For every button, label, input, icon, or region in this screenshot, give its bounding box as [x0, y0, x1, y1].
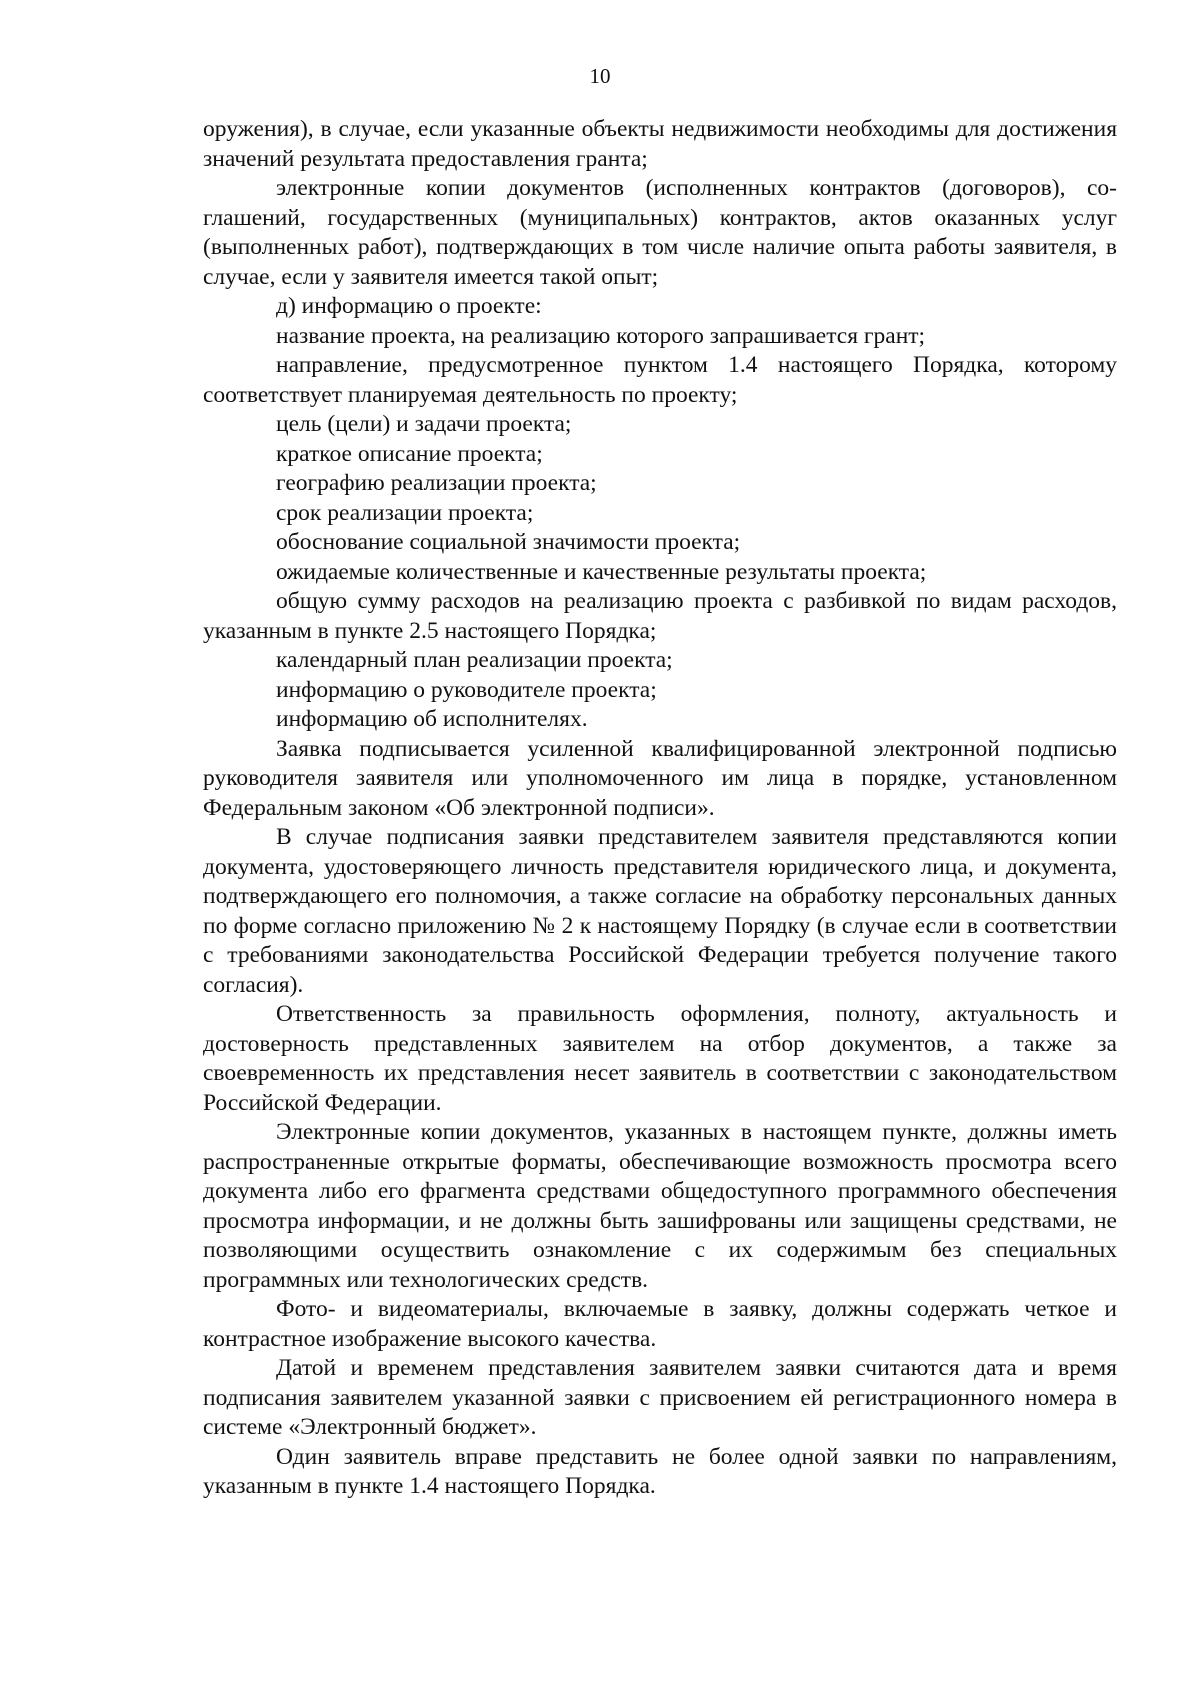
paragraph: направление, предусмотренное пунктом 1.4 настоящего Порядка, которому соответствует планируемая деятельность по проекту; [203, 352, 1117, 408]
paragraph: В случае подписания заявки представителем заявителя представляются копии документа, удостоверяющего личность представителя юридического лица, и документа, подтверждающего его полномочия, а также согласие на обработку персональных данных по форме согласно приложению № 2 к настоящему Порядку (в случае если в соответствии с требованиями законодательства Российской Федерации требуется получение такого согласия). [203, 824, 1117, 998]
paragraph: ожидаемые количественные и качественные результаты проекта; [276, 558, 927, 585]
paragraph: географию реализации проекта; [276, 470, 597, 496]
paragraph: срок реализации проекта; [276, 499, 534, 526]
paragraph: цель (цели) и задачи проекта; [276, 411, 572, 437]
paragraph: Электронные копии документов, указанных в настоящем пункте, должны иметь распространенные открытые форматы, обеспечивающие возможность просмотра всего документа либо его фрагмента средствами общедоступного программного обеспечения просмотра информации, и не должны быть зашифрованы или защищены средствами, не позволяющими осуществить ознакомление с их содержимым без специальных программных или технологических средств. [203, 1119, 1117, 1293]
paragraph: электронные копии документов (исполненных контрактов (договоров), соглашений, государственных (муниципальных) контрактов, актов оказанных услуг (выполненных работ), подтверждающих в том числе наличие опыта работы заявителя, в случае, если у заявителя имеется такой опыт; [203, 175, 1117, 290]
paragraph: календарный план реализации проекта; [276, 647, 673, 673]
page-number: 10 [589, 64, 611, 88]
paragraph: краткое описание проекта; [276, 440, 543, 467]
paragraph: общую сумму расходов на реализацию проекта с разбивкой по видам расходов, указанным в пункте 2.5 настоящего Порядка; [203, 588, 1117, 644]
paragraph: информацию об исполнителях. [276, 706, 588, 732]
paragraph: Фото- и видеоматериалы, включаемые в заявку, должны содержать четкое и контрастное изображение высокого качества. [203, 1296, 1117, 1352]
paragraph: обоснование социальной значимости проекта; [276, 529, 741, 555]
paragraph: Датой и временем представления заявителем заявки считаются дата и время подписания заявителем указанной заявки с присвоением ей регистрационного номера в системе «Электронный бюджет». [203, 1355, 1117, 1440]
paragraph: название проекта, на реализацию которого запрашивается грант; [276, 322, 926, 349]
paragraph: Заявка подписывается усиленной квалифицированной электронной подписью руководителя заявителя или уполномоченного им лица в порядке, установленном Федеральным законом «Об электронной подписи». [203, 735, 1117, 821]
paragraph: д) информацию о проекте: [276, 293, 542, 319]
paragraph: Ответственность за правильность оформления, полноту, актуальность и достоверность представленных заявителем на отбор документов, а также за своевременность их представления несет заявитель в соответствии с законодательством Российской Федерации. [203, 1001, 1117, 1116]
paragraph: Один заявитель вправе представить не более одной заявки по направлениям, указанным в пункте 1.4 настоящего Порядка. [203, 1443, 1117, 1499]
paragraph: оружения), в случае, если указанные объекты недвижимости необходимы для достижения значений результата предоставления гранта; [203, 116, 1117, 172]
document-body [203, 115, 1117, 1502]
paragraph: информацию о руководителе проекта; [276, 676, 657, 703]
